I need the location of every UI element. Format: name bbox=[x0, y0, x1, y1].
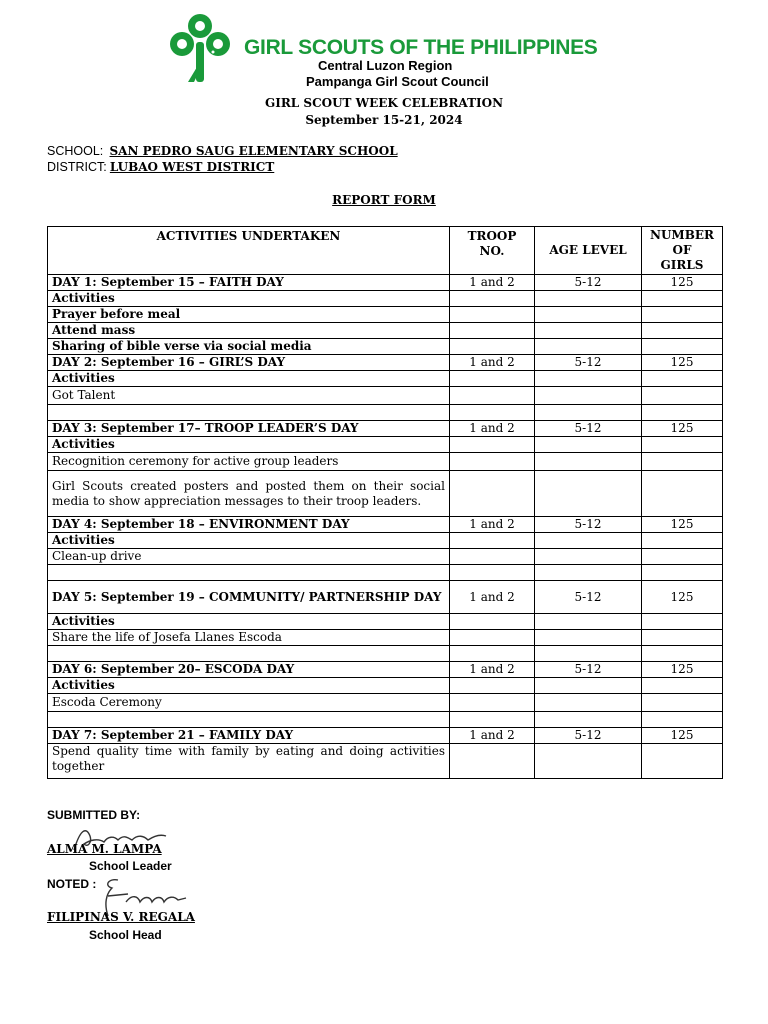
number-of-girls-cell bbox=[642, 549, 723, 565]
table-row bbox=[48, 581, 723, 614]
number-of-girls-cell bbox=[642, 744, 723, 779]
table-row bbox=[48, 405, 723, 421]
troop-no-cell bbox=[450, 453, 535, 471]
age-level-cell: 5-12 bbox=[535, 421, 642, 437]
activity-cell bbox=[48, 565, 450, 581]
age-level-cell bbox=[535, 387, 642, 405]
troop-no-cell: 1 and 2 bbox=[450, 581, 535, 614]
troop-no-cell bbox=[450, 694, 535, 712]
activity-cell bbox=[48, 712, 450, 728]
troop-no-cell: 1 and 2 bbox=[450, 517, 535, 533]
troop-no-cell bbox=[450, 744, 535, 779]
age-level-cell bbox=[535, 646, 642, 662]
table-row bbox=[48, 371, 723, 387]
table-row bbox=[48, 662, 723, 678]
number-of-girls-cell bbox=[642, 646, 723, 662]
report-table bbox=[47, 226, 723, 779]
troop-no-cell bbox=[450, 614, 535, 630]
activity-cell: Clean-up drive bbox=[48, 549, 450, 565]
day-heading-cell: DAY 1: September 15 – FAITH DAY bbox=[48, 275, 450, 291]
age-level-cell: 5-12 bbox=[535, 355, 642, 371]
number-of-girls-cell bbox=[642, 291, 723, 307]
troop-no-cell bbox=[450, 323, 535, 339]
activity-cell: Spend quality time with family by eating and doing activities together bbox=[48, 744, 450, 779]
table-row bbox=[48, 694, 723, 712]
troop-no-cell: 1 and 2 bbox=[450, 275, 535, 291]
table-row bbox=[48, 630, 723, 646]
number-of-girls-cell bbox=[642, 339, 723, 355]
number-of-girls-cell: 125 bbox=[642, 355, 723, 371]
number-of-girls-cell bbox=[642, 533, 723, 549]
activity-cell: Prayer before meal bbox=[48, 307, 450, 323]
table-row bbox=[48, 275, 723, 291]
number-of-girls-cell bbox=[642, 453, 723, 471]
troop-no-cell: 1 and 2 bbox=[450, 355, 535, 371]
activity-cell: Sharing of bible verse via social media bbox=[48, 339, 450, 355]
troop-no-cell: 1 and 2 bbox=[450, 421, 535, 437]
age-level-cell: 5-12 bbox=[535, 275, 642, 291]
troop-no-cell bbox=[450, 405, 535, 421]
activity-cell bbox=[48, 405, 450, 421]
header-age-level: AGE LEVEL bbox=[535, 227, 642, 275]
troop-no-cell bbox=[450, 387, 535, 405]
troop-no-cell bbox=[450, 339, 535, 355]
age-level-cell: 5-12 bbox=[535, 517, 642, 533]
troop-no-cell bbox=[450, 437, 535, 453]
table-row bbox=[48, 421, 723, 437]
table-row bbox=[48, 307, 723, 323]
activities-label-cell: Activities bbox=[48, 678, 450, 694]
district-line bbox=[47, 160, 274, 175]
troop-no-cell bbox=[450, 630, 535, 646]
number-of-girls-cell bbox=[642, 405, 723, 421]
activities-label-cell: Activities bbox=[48, 533, 450, 549]
school-value: SAN PEDRO SAUG ELEMENTARY SCHOOL bbox=[109, 144, 398, 158]
table-row bbox=[48, 355, 723, 371]
table-row bbox=[48, 646, 723, 662]
council-name: Pampanga Girl Scout Council bbox=[306, 74, 489, 89]
activities-label-cell: Activities bbox=[48, 291, 450, 307]
day-heading-cell: DAY 2: September 16 – GIRL’S DAY bbox=[48, 355, 450, 371]
district-label: DISTRICT: bbox=[47, 160, 107, 174]
troop-no-cell bbox=[450, 371, 535, 387]
age-level-cell bbox=[535, 291, 642, 307]
troop-no-cell bbox=[450, 549, 535, 565]
age-level-cell bbox=[535, 339, 642, 355]
table-row bbox=[48, 291, 723, 307]
table-row bbox=[48, 533, 723, 549]
troop-no-cell bbox=[450, 533, 535, 549]
number-of-girls-cell bbox=[642, 712, 723, 728]
table-row bbox=[48, 323, 723, 339]
table-row bbox=[48, 339, 723, 355]
day-heading-cell: DAY 4: September 18 – ENVIRONMENT DAY bbox=[48, 517, 450, 533]
number-of-girls-cell: 125 bbox=[642, 581, 723, 614]
day-heading-cell: DAY 3: September 17– TROOP LEADER’S DAY bbox=[48, 421, 450, 437]
troop-no-cell bbox=[450, 678, 535, 694]
age-level-cell bbox=[535, 614, 642, 630]
table-row bbox=[48, 614, 723, 630]
number-of-girls-cell bbox=[642, 323, 723, 339]
day-heading-cell: DAY 6: September 20– ESCODA DAY bbox=[48, 662, 450, 678]
table-row bbox=[48, 712, 723, 728]
school-label: SCHOOL: bbox=[47, 144, 104, 158]
activity-cell: Girl Scouts created posters and posted them on their social media to show appreciation messages to their troop leaders. bbox=[48, 471, 450, 517]
troop-no-cell bbox=[450, 471, 535, 517]
age-level-cell bbox=[535, 712, 642, 728]
age-level-cell bbox=[535, 323, 642, 339]
troop-no-cell bbox=[450, 565, 535, 581]
header-activities: ACTIVITIES UNDERTAKEN bbox=[48, 227, 450, 275]
age-level-cell bbox=[535, 744, 642, 779]
number-of-girls-cell bbox=[642, 471, 723, 517]
age-level-cell bbox=[535, 405, 642, 421]
submitted-by-label: SUBMITTED BY: bbox=[47, 808, 141, 822]
table-row bbox=[48, 471, 723, 517]
number-of-girls-cell bbox=[642, 307, 723, 323]
activities-label-cell: Activities bbox=[48, 371, 450, 387]
age-level-cell: 5-12 bbox=[535, 662, 642, 678]
age-level-cell bbox=[535, 471, 642, 517]
table-row bbox=[48, 517, 723, 533]
age-level-cell bbox=[535, 307, 642, 323]
number-of-girls-cell: 125 bbox=[642, 728, 723, 744]
number-of-girls-cell: 125 bbox=[642, 517, 723, 533]
number-of-girls-cell: 125 bbox=[642, 662, 723, 678]
table-row bbox=[48, 678, 723, 694]
activity-cell: Got Talent bbox=[48, 387, 450, 405]
event-date: September 15-21, 2024 bbox=[305, 113, 463, 127]
noter-name: FILIPINAS V. REGALA bbox=[47, 910, 195, 924]
submitter-role: School Leader bbox=[89, 859, 172, 873]
submitter-name: ALMA M. LAMPA bbox=[47, 842, 162, 856]
table-row bbox=[48, 453, 723, 471]
trefoil-icon bbox=[166, 12, 234, 86]
table-row bbox=[48, 744, 723, 779]
number-of-girls-cell bbox=[642, 630, 723, 646]
age-level-cell bbox=[535, 453, 642, 471]
header-troop-no: TROOP NO. bbox=[450, 227, 535, 275]
activity-cell: Recognition ceremony for active group leaders bbox=[48, 453, 450, 471]
table-header-row bbox=[48, 227, 723, 275]
age-level-cell bbox=[535, 437, 642, 453]
event-title: GIRL SCOUT WEEK CELEBRATION bbox=[264, 96, 504, 110]
table-row bbox=[48, 549, 723, 565]
age-level-cell: 5-12 bbox=[535, 581, 642, 614]
header-number-of-girls: NUMBER OF GIRLS bbox=[642, 227, 723, 275]
age-level-cell bbox=[535, 630, 642, 646]
age-level-cell bbox=[535, 565, 642, 581]
noter-role: School Head bbox=[89, 928, 162, 942]
activities-label-cell: Activities bbox=[48, 437, 450, 453]
school-line bbox=[47, 144, 398, 159]
activity-cell: Escoda Ceremony bbox=[48, 694, 450, 712]
activity-cell: Attend mass bbox=[48, 323, 450, 339]
age-level-cell bbox=[535, 533, 642, 549]
troop-no-cell bbox=[450, 307, 535, 323]
troop-no-cell: 1 and 2 bbox=[450, 728, 535, 744]
troop-no-cell bbox=[450, 646, 535, 662]
activity-cell: Share the life of Josefa Llanes Escoda bbox=[48, 630, 450, 646]
region-name: Central Luzon Region bbox=[318, 58, 453, 73]
table-row bbox=[48, 565, 723, 581]
age-level-cell bbox=[535, 694, 642, 712]
number-of-girls-cell bbox=[642, 387, 723, 405]
day-heading-cell: DAY 5: September 19 – COMMUNITY/ PARTNERSHIP DAY bbox=[48, 581, 450, 614]
number-of-girls-cell bbox=[642, 694, 723, 712]
table-row bbox=[48, 728, 723, 744]
number-of-girls-cell bbox=[642, 371, 723, 387]
troop-no-cell bbox=[450, 291, 535, 307]
number-of-girls-cell bbox=[642, 565, 723, 581]
age-level-cell bbox=[535, 371, 642, 387]
age-level-cell: 5-12 bbox=[535, 728, 642, 744]
org-name: GIRL SCOUTS OF THE PHILIPPINES bbox=[244, 36, 598, 59]
table-row bbox=[48, 437, 723, 453]
troop-no-cell bbox=[450, 712, 535, 728]
number-of-girls-cell bbox=[642, 437, 723, 453]
district-value: LUBAO WEST DISTRICT bbox=[109, 160, 275, 174]
number-of-girls-cell: 125 bbox=[642, 421, 723, 437]
day-heading-cell: DAY 7: September 21 – FAMILY DAY bbox=[48, 728, 450, 744]
age-level-cell bbox=[535, 549, 642, 565]
age-level-cell bbox=[535, 678, 642, 694]
troop-no-cell: 1 and 2 bbox=[450, 662, 535, 678]
number-of-girls-cell bbox=[642, 678, 723, 694]
form-title: REPORT FORM bbox=[332, 193, 436, 207]
number-of-girls-cell: 125 bbox=[642, 275, 723, 291]
table-row bbox=[48, 387, 723, 405]
noted-by-label: NOTED : bbox=[47, 877, 97, 891]
number-of-girls-cell bbox=[642, 614, 723, 630]
activity-cell bbox=[48, 646, 450, 662]
activities-label-cell: Activities bbox=[48, 614, 450, 630]
